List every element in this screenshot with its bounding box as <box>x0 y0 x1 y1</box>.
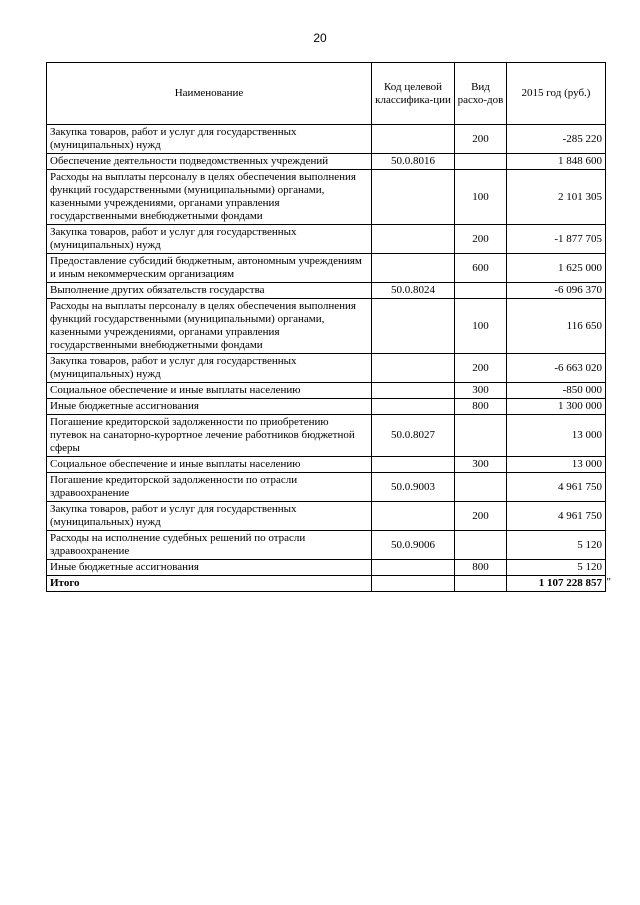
total-sum: 1 107 228 857 <box>538 577 602 589</box>
table-body <box>47 125 606 576</box>
row-name: Расходы на выплаты персоналу в целях обеспечения выполнения функций государственными (муниципальными) органами, казенными учреждениями, органами управления государственными внебюджетными фондами <box>47 170 372 225</box>
budget-table <box>46 62 611 592</box>
row-type: 100 <box>455 299 507 354</box>
row-name: Обеспечение деятельности подведомственных учреждений <box>47 154 372 170</box>
page-number: 20 <box>313 31 327 45</box>
row-code: 50.0.8027 <box>372 415 455 457</box>
total-label: Итого <box>47 576 372 592</box>
total-row <box>47 576 606 592</box>
table-row <box>47 154 606 170</box>
table-row <box>47 473 606 502</box>
table-row <box>47 399 606 415</box>
row-code <box>372 170 455 225</box>
table-header-row <box>47 63 606 125</box>
row-sum: -6 663 020 <box>507 354 606 383</box>
row-name: Иные бюджетные ассигнования <box>47 399 372 415</box>
row-name: Социальное обеспечение и иные выплаты населению <box>47 457 372 473</box>
row-type <box>455 473 507 502</box>
row-type <box>455 154 507 170</box>
row-code <box>372 560 455 576</box>
row-sum: -285 220 <box>507 125 606 154</box>
row-name: Погашение кредиторской задолженности по отрасли здравоохранение <box>47 473 372 502</box>
table-row <box>47 170 606 225</box>
table-row <box>47 125 606 154</box>
row-sum: 1 848 600 <box>507 154 606 170</box>
row-type <box>455 283 507 299</box>
table-row <box>47 502 606 531</box>
table-row <box>47 531 606 560</box>
row-sum: 1 300 000 <box>507 399 606 415</box>
row-type <box>455 531 507 560</box>
row-type: 200 <box>455 354 507 383</box>
row-type: 300 <box>455 457 507 473</box>
header-type: Вид расхо-дов <box>455 63 507 125</box>
row-type: 800 <box>455 560 507 576</box>
row-code <box>372 225 455 254</box>
row-code: 50.0.9006 <box>372 531 455 560</box>
row-type: 600 <box>455 254 507 283</box>
row-sum: -6 096 370 <box>507 283 606 299</box>
table-row <box>47 354 606 383</box>
row-name: Закупка товаров, работ и услуг для государственных (муниципальных) нужд <box>47 502 372 531</box>
table-row <box>47 560 606 576</box>
row-type: 300 <box>455 383 507 399</box>
row-type: 200 <box>455 502 507 531</box>
table-row <box>47 457 606 473</box>
header-code: Код целевой классифика-ции <box>372 63 455 125</box>
row-sum: 4 961 750 <box>507 473 606 502</box>
row-code <box>372 354 455 383</box>
table-row <box>47 225 606 254</box>
row-sum: 5 120 <box>507 560 606 576</box>
row-code: 50.0.8016 <box>372 154 455 170</box>
row-code <box>372 299 455 354</box>
header-name: Наименование <box>47 63 372 125</box>
row-code <box>372 125 455 154</box>
row-sum: 1 625 000 <box>507 254 606 283</box>
row-sum: 4 961 750 <box>507 502 606 531</box>
row-type: 200 <box>455 225 507 254</box>
row-sum: 116 650 <box>507 299 606 354</box>
row-type <box>455 415 507 457</box>
row-name: Предоставление субсидий бюджетным, автономным учреждениям и иным некоммерческим организациям <box>47 254 372 283</box>
row-sum: 2 101 305 <box>507 170 606 225</box>
row-type: 100 <box>455 170 507 225</box>
row-type: 200 <box>455 125 507 154</box>
row-code <box>372 399 455 415</box>
row-sum: 5 120 <box>507 531 606 560</box>
total-sum-cell <box>507 576 611 592</box>
table-row <box>47 283 606 299</box>
table-row <box>47 383 606 399</box>
row-sum: 13 000 <box>507 415 606 457</box>
row-code <box>372 383 455 399</box>
row-name: Выполнение других обязательств государства <box>47 283 372 299</box>
closing-quote: " <box>606 576 611 588</box>
table-row <box>47 299 606 354</box>
row-name: Закупка товаров, работ и услуг для государственных (муниципальных) нужд <box>47 354 372 383</box>
row-name: Социальное обеспечение и иные выплаты населению <box>47 383 372 399</box>
row-sum: -850 000 <box>507 383 606 399</box>
row-name: Расходы на исполнение судебных решений по отрасли здравоохранение <box>47 531 372 560</box>
row-name: Расходы на выплаты персоналу в целях обеспечения выполнения функций государственными (муниципальными) органами, казенными учреждениями, органами управления государственными внебюджетными фондами <box>47 299 372 354</box>
row-name: Закупка товаров, работ и услуг для государственных (муниципальных) нужд <box>47 225 372 254</box>
row-code <box>372 457 455 473</box>
table-row <box>47 254 606 283</box>
row-name: Погашение кредиторской задолженности по приобретению путевок на санаторно-курортное лечение работников бюджетной сферы <box>47 415 372 457</box>
row-code <box>372 502 455 531</box>
total-type-cell <box>455 576 507 592</box>
row-sum: 13 000 <box>507 457 606 473</box>
table-row <box>47 415 606 457</box>
row-code: 50.0.8024 <box>372 283 455 299</box>
row-code: 50.0.9003 <box>372 473 455 502</box>
row-sum: -1 877 705 <box>507 225 606 254</box>
total-code-cell <box>372 576 455 592</box>
row-type: 800 <box>455 399 507 415</box>
row-code <box>372 254 455 283</box>
row-name: Закупка товаров, работ и услуг для государственных (муниципальных) нужд <box>47 125 372 154</box>
row-name: Иные бюджетные ассигнования <box>47 560 372 576</box>
header-sum: 2015 год (руб.) <box>507 63 606 125</box>
